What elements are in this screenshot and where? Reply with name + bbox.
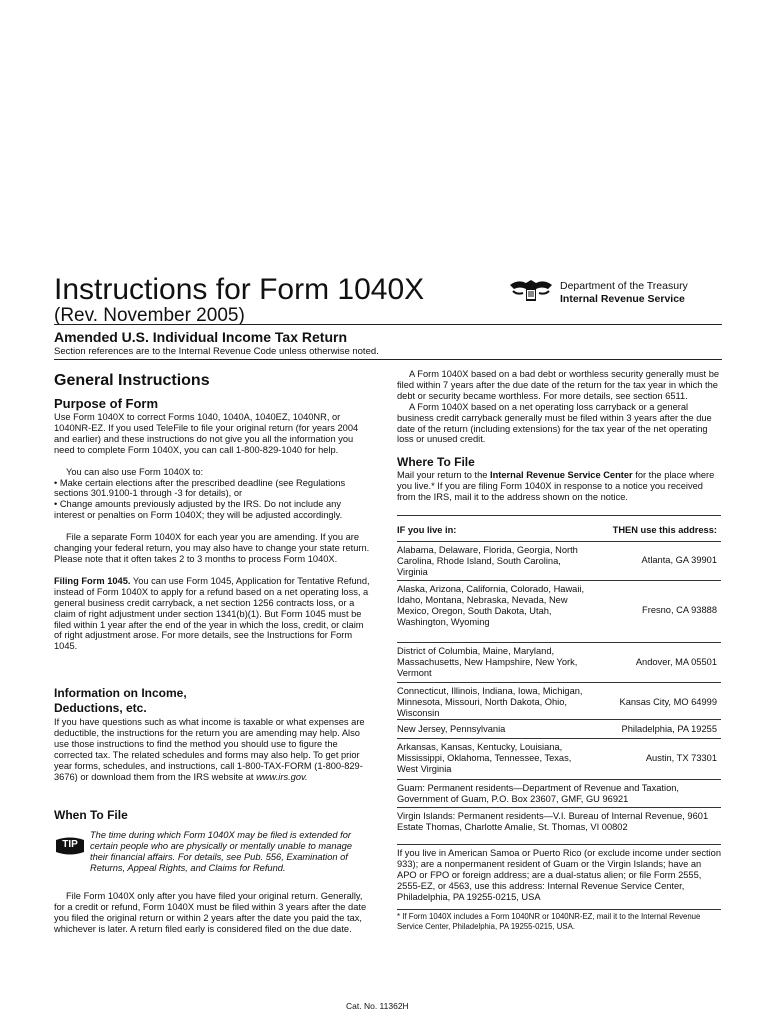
virgin-islands-address: Virgin Islands: Permanent residents—V.I. Bureau of Internal Revenue, 9601 Estate Thomas, Charlotte Amalie, St. Thomas, VI 00802 — [397, 811, 709, 832]
purpose-section — [54, 412, 370, 652]
purpose-paragraph-3: File a separate Form 1040X for each year you are amending. If you are changing your federal return, you may also have to change your state return. Please note that it often takes 2 to 3 months to process Form 1040X. — [54, 532, 370, 564]
table-row-virgin-islands — [397, 807, 721, 832]
table-cell-states: Connecticut, Illinois, Indiana, Iowa, Michigan, Minnesota, Missouri, North Dakota, Ohio, Wisconsin — [397, 686, 583, 718]
table-cell-address: Philadelphia, PA 19255 — [621, 724, 717, 734]
table-cell-address: Fresno, CA 93888 — [642, 605, 717, 615]
tip-text: The time during which Form 1040X may be filed is extended for certain people who are physically or mentally unable to manage their financial affairs. For details, see Pub. 556, Examination of Returns, Appeal Rights, and Claims for Refund. — [90, 830, 353, 873]
bullet-text-2: Change amounts previously adjusted by the IRS. Do not include any interest or penalties on Form 1040X; they will be adjusted accordingly. — [54, 499, 343, 521]
table-cell-address: Austin, TX 73301 — [645, 753, 717, 763]
irs-website-link[interactable]: www.irs.gov. — [256, 771, 308, 782]
general-instructions-heading: General Instructions — [54, 372, 210, 389]
info-text: If you have questions such as what income is taxable or what expenses are deductible, the instructions for the return you are amending may help. Also use those instructions to find the method you should use to figure the corrected tax. The related schedules and forms may also help. To get prior year forms, schedules, and instructions, call 1-800-TAX-FORM (1-800-829-3676) or download them from the IRS website at — [54, 717, 365, 782]
bullet-text-1: Make certain elections after the prescribed deadline (see Regulations sections 301.9100-1 through -3 for details), or — [54, 477, 346, 499]
when-to-file-heading: When To File — [54, 808, 128, 822]
table-header-state: IF you live in: — [397, 525, 457, 535]
where-paragraph — [397, 470, 721, 503]
info-heading — [54, 686, 187, 716]
guam-address: Guam: Permanent residents—Department of Revenue and Taxation, Government of Guam, P.O. Box 23607, GMF, GU 96921 — [397, 783, 679, 804]
table-cell-address: Andover, MA 05501 — [635, 657, 717, 667]
table-row — [397, 642, 721, 678]
department-label — [560, 280, 688, 306]
catalog-number: Cat. No. 11362H — [346, 1001, 409, 1011]
form-subtitle: Amended U.S. Individual Income Tax Return — [54, 329, 348, 345]
tip-label: TIP — [62, 839, 78, 850]
other-address: If you live in American Samoa or Puerto Rico (or exclude income under section 933); are a nonpermanent resident of Guam or the Virgin Islands; have an APO or FPO or foreign address; are a dual-status alien; or file Form 2555, 2555-EZ, or 4563, use this address: Internal Revenue Service Center, Philadelphia, PA 19255-0215, USA — [397, 848, 721, 902]
page-title: Instructions for Form 1040X — [54, 273, 425, 306]
table-cell-address: Atlanta, GA 39901 — [641, 555, 717, 565]
when-paragraph-1: File Form 1040X only after you have filed your original return. Generally, for a credit or refund, Form 1040X must be filed within 3 years after the date you filed the original return or within 2 years after the date you paid the tax, whichever is later. A return filed early is considered filed on the due date. — [54, 891, 367, 934]
info-heading-line-1: Information on Income, — [54, 686, 187, 700]
table-row — [397, 738, 721, 774]
table-cell-states: Alabama, Delaware, Florida, Georgia, North Carolina, Rhode Island, South Carolina, Virginia — [397, 545, 578, 577]
right-intro-section — [397, 369, 721, 445]
purpose-heading: Purpose of Form — [54, 396, 159, 411]
table-cell-states: District of Columbia, Maine, Maryland, Massachusetts, New Hampshire, New York, Vermont — [397, 646, 578, 678]
irs-eagle-icon — [508, 277, 554, 305]
address-table — [397, 515, 721, 940]
info-heading-line-2: Deductions, etc. — [54, 701, 147, 715]
table-header-address: THEN use this address: — [612, 525, 717, 535]
where-text-b: Internal Revenue Service Center — [490, 470, 633, 480]
department-line-1: Department of the Treasury — [560, 280, 688, 292]
bullet-item-1: • Make certain elections after the prescribed deadline (see Regulations sections 301.9100-1 through -3 for details), or — [54, 477, 346, 499]
table-header-divider — [397, 541, 721, 543]
where-to-file-section — [397, 470, 721, 503]
when-to-file-section — [54, 891, 370, 935]
department-line-2: Internal Revenue Service — [560, 293, 685, 305]
table-footnote: * If Form 1040X includes a Form 1040NR or 1040NR-EZ, mail it to the Internal Revenue Service Center, Philadelphia, PA 19255-0215, USA. — [397, 912, 701, 931]
table-cell-states: Arkansas, Kansas, Kentucky, Louisiana, Mississippi, Oklahoma, Tennessee, Texas, West Virginia — [397, 742, 572, 774]
where-to-file-heading: Where To File — [397, 455, 475, 469]
table-cell-states: Alaska, Arizona, California, Colorado, Hawaii, Idaho, Montana, Nebraska, Nevada, New Mexico, Oregon, South Dakota, Utah, Washington, Wyoming — [397, 584, 585, 627]
purpose-paragraph-2: You can also use Form 1040X to: — [66, 466, 204, 477]
filing-1045-text: You can use Form 1045, Application for Tentative Refund, instead of Form 1040X to apply for a refund based on a net operating loss, a general business credit carryback, a net section 1256 contracts loss, or a claim of right adjustment under section 1341(b)(1). But Form 1045 must be filed within 1 year after the end of the year in which the loss, credit, or claim of right adjustment arose. For more details, see the Instructions for Form 1045. — [54, 575, 370, 652]
filing-1045-label: Filing Form 1045. — [54, 575, 131, 586]
table-row-other — [397, 844, 721, 902]
where-text-a: Mail your return to the — [397, 470, 488, 480]
table-footnote-row — [397, 909, 721, 931]
bad-debt-paragraph: A Form 1040X based on a bad debt or worthless security generally must be filed within 7 years after the due date of the return for the tax year in which the debt or security became worthless. For more details, see section 6511. — [397, 369, 720, 401]
revision-date: (Rev. November 2005) — [54, 305, 245, 326]
filing-1045-paragraph — [54, 576, 370, 652]
section-reference-note: Section references are to the Internal Revenue Code unless otherwise noted. — [54, 346, 379, 357]
table-row — [397, 682, 721, 718]
info-paragraph — [54, 717, 370, 782]
table-row-guam — [397, 779, 721, 804]
table-cell-states: New Jersey, Pennsylvania — [397, 724, 506, 734]
where-text-c: for the place where you live.* If you are filing Form 1040X in response to a notice you received from the IRS, mail it to the address shown on the notice. — [397, 470, 715, 502]
bullet-item-2: • Change amounts previously adjusted by the IRS. Do not include any interest or penalties on Form 1040X; they will be adjusted accordingly. — [54, 499, 343, 521]
table-cell-address: Kansas City, MO 64999 — [619, 697, 717, 707]
header-rule-top — [54, 324, 722, 325]
table-row — [397, 719, 721, 734]
purpose-paragraph-1: Use Form 1040X to correct Forms 1040, 1040A, 1040EZ, 1040NR, or 1040NR-EZ. If you used TeleFile to file your original return (for years 2004 and earlier) and these instructions do not give you all the information you need to complete Form 1040X, you can call 1-800-829-1040 for help. — [54, 412, 359, 455]
header-rule-bottom — [54, 359, 722, 360]
nol-paragraph: A Form 1040X based on a net operating loss carryback or a general business credit carryback generally must be filed within 3 years after the due date of the return (including extensions) for the tax year of the net operating loss or unused credit. — [397, 401, 712, 445]
table-header-row — [397, 515, 721, 542]
table-row — [397, 580, 721, 627]
info-section — [54, 717, 370, 782]
